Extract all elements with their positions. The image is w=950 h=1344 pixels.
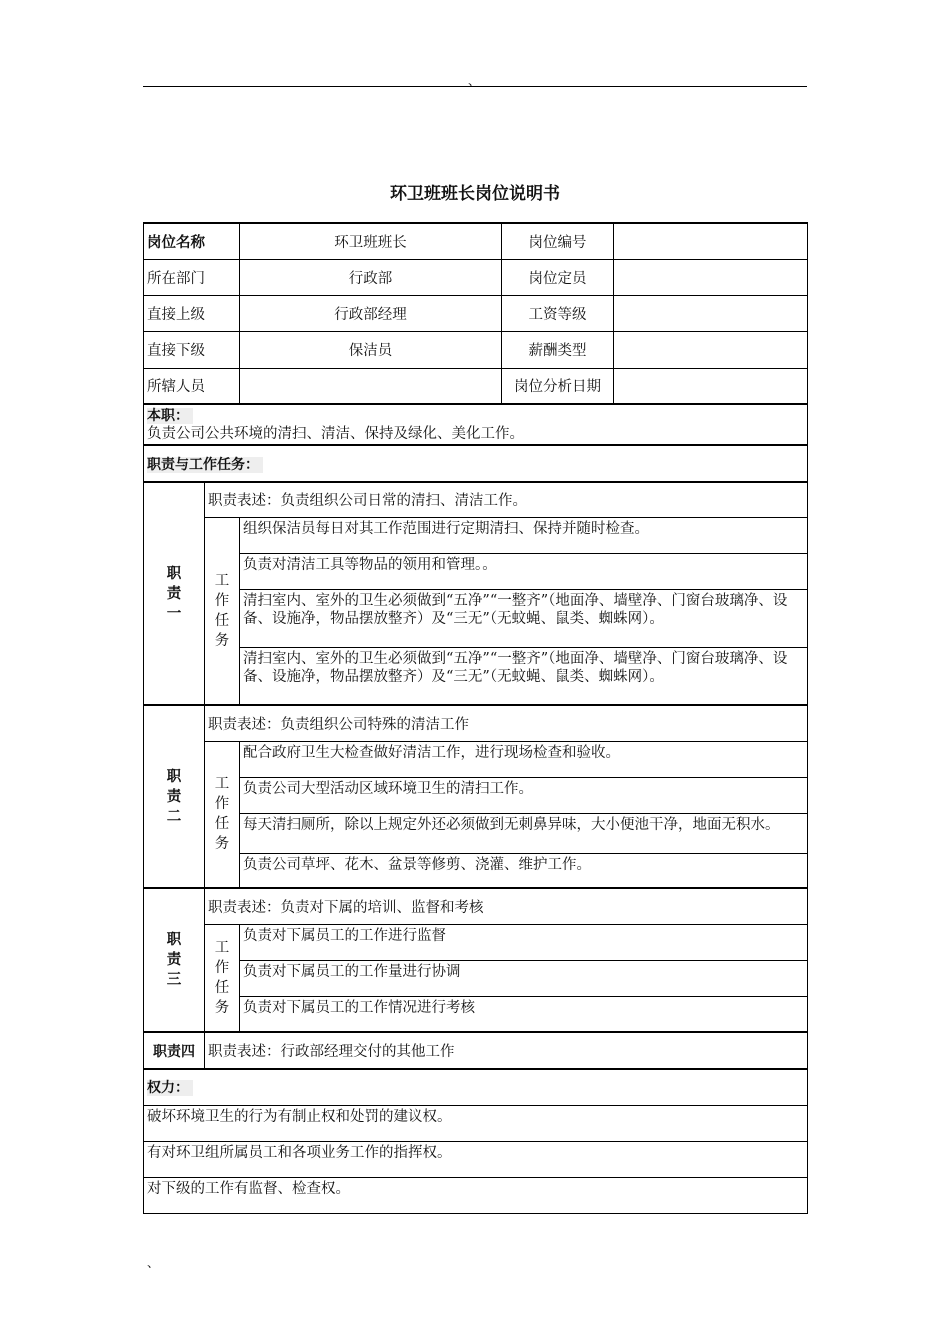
info-value-position-name: 环卫班班长	[240, 223, 502, 259]
duty-2-task-4: 负责公司草坪、花木、盆景等修剪、浇灌、维护工作。	[240, 853, 808, 888]
info-value-superior: 行政部经理	[240, 295, 502, 331]
info-value-subordinate: 保洁员	[240, 331, 502, 368]
duty-1-label: 职 责 一	[144, 482, 205, 705]
duty-1-task-row	[144, 553, 808, 589]
duty-3-label: 职 责 三	[144, 888, 205, 1032]
duty-2-label: 职 责 二	[144, 705, 205, 888]
duty-2-task-row	[144, 777, 808, 813]
benzhi-text: 负责公司公共环境的清扫、清洁、保持及绿化、美化工作。	[147, 426, 524, 442]
power-item-3: 对下级的工作有监督、检查权。	[144, 1177, 808, 1213]
duty-4-label: 职责四	[144, 1032, 205, 1069]
duties-header-row	[144, 445, 808, 482]
duty-2-desc-row	[144, 705, 808, 741]
benzhi-label: 本职：	[147, 408, 193, 424]
info-value-analysis-date	[614, 368, 808, 404]
powers-header-row	[144, 1069, 808, 1105]
duty-2-task-row	[144, 813, 808, 853]
duty-2-task-1: 配合政府卫生大检查做好清洁工作，进行现场检查和验收。	[240, 741, 808, 777]
info-label-staff: 所辖人员	[144, 368, 240, 404]
info-value-pay-type	[614, 331, 808, 368]
duty-3-task-row	[144, 924, 808, 960]
duty-1-desc: 职责表述：负责组织公司日常的清扫、清洁工作。	[205, 482, 808, 517]
duty-3-desc: 职责表述：负责对下属的培训、监督和考核	[205, 888, 808, 924]
duty-1-task-2: 负责对清洁工具等物品的领用和管理。。	[240, 553, 808, 589]
document-title: 环卫班班长岗位说明书	[390, 184, 560, 204]
info-value-position-code	[614, 223, 808, 259]
job-description-table	[143, 222, 808, 1214]
benzhi-row	[144, 404, 808, 445]
duty-1-task-row	[144, 647, 808, 705]
power-item-1: 破坏环境卫生的行为有制止权和处罚的建议权。	[144, 1105, 808, 1141]
info-label-analysis-date: 岗位分析日期	[502, 368, 614, 404]
info-label-subordinate: 直接下级	[144, 331, 240, 368]
info-label-position-name: 岗位名称	[144, 223, 240, 259]
duty-3-task-label: 工 作 任 务	[205, 924, 240, 1032]
duty-1-task-row	[144, 517, 808, 553]
duty-1-desc-row	[144, 482, 808, 517]
info-label-position-code: 岗位编号	[502, 223, 614, 259]
info-label-salary-grade: 工资等级	[502, 295, 614, 331]
info-value-department: 行政部	[240, 259, 502, 295]
info-value-headcount	[614, 259, 808, 295]
duty-1-task-4: 清扫室内、室外的卫生必须做到“五净”“一整齐”（地面净、墙壁净、门窗台玻璃净、设备、设施净，物品摆放整齐）及“三无”（无蚊蝇、鼠类、蜘蛛网）。	[240, 647, 808, 705]
duties-label: 职责与工作任务：	[147, 457, 263, 473]
info-label-pay-type: 薪酬类型	[502, 331, 614, 368]
power-item-2: 有对环卫组所属员工和各项业务工作的指挥权。	[144, 1141, 808, 1177]
info-row-name	[144, 223, 808, 259]
duty-1-task-label: 工 作 任 务	[205, 517, 240, 705]
duty-3-task-2: 负责对下属员工的工作量进行协调	[240, 960, 808, 996]
duty-2-task-3: 每天清扫厕所，除以上规定外还必须做到无刺鼻异味，大小便池干净，地面无积水。	[240, 813, 808, 853]
duties-header	[144, 445, 808, 482]
power-row	[144, 1177, 808, 1213]
info-label-superior: 直接上级	[144, 295, 240, 331]
power-row	[144, 1105, 808, 1141]
duty-2-desc: 职责表述：负责组织公司特殊的清洁工作	[205, 705, 808, 741]
duty-4-desc: 职责表述：行政部经理交付的其他工作	[205, 1032, 808, 1069]
duty-2-task-row	[144, 741, 808, 777]
info-label-department: 所在部门	[144, 259, 240, 295]
duty-3-task-3: 负责对下属员工的工作情况进行考核	[240, 996, 808, 1032]
info-value-staff	[240, 368, 502, 404]
info-row-subordinate	[144, 331, 808, 368]
duty-3-desc-row	[144, 888, 808, 924]
duty-1-task-row	[144, 589, 808, 647]
info-row-dept	[144, 259, 808, 295]
benzhi-section	[144, 404, 808, 445]
powers-label: 权力：	[147, 1080, 193, 1096]
info-value-salary-grade	[614, 295, 808, 331]
duty-2-task-2: 负责公司大型活动区域环境卫生的清扫工作。	[240, 777, 808, 813]
duty-3-task-row	[144, 960, 808, 996]
header-mark: 、	[468, 74, 481, 88]
duty-3-task-row	[144, 996, 808, 1032]
power-row	[144, 1141, 808, 1177]
info-label-headcount: 岗位定员	[502, 259, 614, 295]
footer-mark: 、	[147, 1256, 160, 1270]
powers-header	[144, 1069, 808, 1105]
info-row-superior	[144, 295, 808, 331]
duty-3-task-1: 负责对下属员工的工作进行监督	[240, 924, 808, 960]
duty-1-task-1: 组织保洁员每日对其工作范围进行定期清扫、保持并随时检查。	[240, 517, 808, 553]
duty-1-task-3: 清扫室内、室外的卫生必须做到“五净”“一整齐”（地面净、墙壁净、门窗台玻璃净、设备、设施净，物品摆放整齐）及“三无”（无蚊蝇、鼠类、蜘蛛网）。	[240, 589, 808, 647]
duty-2-task-label: 工 作 任 务	[205, 741, 240, 888]
header-rule	[143, 86, 807, 87]
duty-2-task-row	[144, 853, 808, 888]
duty-4-row	[144, 1032, 808, 1069]
info-row-staff	[144, 368, 808, 404]
